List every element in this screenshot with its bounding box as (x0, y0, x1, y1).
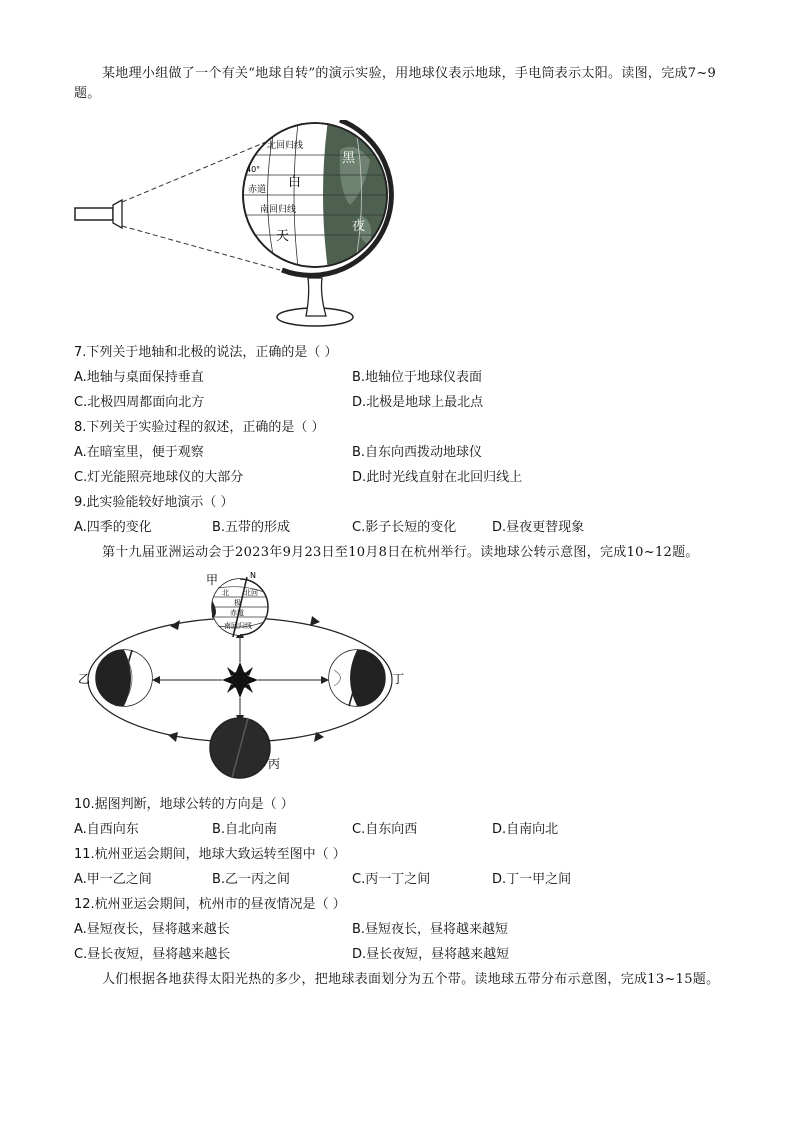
intro-paragraph-2: 第十九届亚洲运动会于2023年9月23日至10月8日在杭州举行。读地球公转示意图，完成10~12题。 (102, 545, 699, 560)
north-tropic-label: 北回归线 (267, 141, 304, 151)
question-12-stem: 12.杭州亚运会期间，杭州市的昼夜情况是（ ） (74, 897, 346, 912)
label-beihui: 北回 (244, 589, 258, 597)
q8-option-d[interactable]: D.此时光线直射在北回归线上 (352, 470, 523, 485)
q9-option-c[interactable]: C.影子长短的变化 (352, 520, 457, 535)
night-label-ye: 夜 (352, 219, 366, 234)
q12-option-c[interactable]: C.昼长夜短，昼将越来越长 (74, 947, 231, 962)
q8-option-c[interactable]: C.灯光能照亮地球仪的大部分 (74, 470, 244, 485)
q8-option-b[interactable]: B.自东向西拨动地球仪 (352, 445, 483, 460)
label-ji: 极 (234, 599, 241, 607)
label-bei: 北 (222, 589, 229, 597)
day-label-tian: 天 (276, 229, 290, 244)
q11-option-c[interactable]: C.丙一丁之间 (352, 872, 431, 887)
label-yi: 乙 (78, 672, 91, 686)
label-chidao: 赤道 (230, 609, 244, 617)
q10-option-a[interactable]: A.自西向东 (74, 822, 139, 837)
intro-paragraph-1: 某地理小组做了一个有关“地球自转”的演示实验，用地球仪表示地球，手电筒表示太阳。读图，完成7~9题。 (74, 66, 717, 101)
degree-label: 40° (246, 165, 261, 174)
q9-option-a[interactable]: A.四季的变化 (74, 520, 152, 535)
label-jia: 甲 (206, 573, 219, 587)
q12-option-b[interactable]: B.昼短夜长，昼将越来越短 (352, 922, 509, 937)
label-bing: 丙 (268, 757, 281, 771)
q9-option-b[interactable]: B.五带的形成 (212, 520, 291, 535)
q10-option-b[interactable]: B.自北向南 (212, 822, 278, 837)
q8-option-a[interactable]: A.在暗室里，便于观察 (74, 445, 204, 460)
question-9-stem: 9.此实验能较好地演示（ ） (74, 495, 234, 510)
night-label-black: 黑 (342, 151, 356, 166)
orbit-figure (72, 570, 412, 790)
question-8-stem: 8.下列关于实验过程的叙述，正确的是（ ） (74, 420, 325, 435)
intro-paragraph-3: 人们根据各地获得太阳光热的多少，把地球表面划分为五个带。读地球五带分布示意图，完成13~15题。 (102, 972, 720, 987)
south-tropic-label: 南回归线 (260, 205, 297, 215)
q7-option-a[interactable]: A.地轴与桌面保持垂直 (74, 370, 204, 385)
equator-label: 赤道 (248, 185, 267, 195)
q12-option-d[interactable]: D.昼长夜短，昼将越来越短 (352, 947, 510, 962)
q9-option-d[interactable]: D.昼夜更替现象 (492, 520, 585, 535)
earth-yi (96, 650, 152, 706)
q7-option-b[interactable]: B.地轴位于地球仪表面 (352, 370, 483, 385)
q11-option-a[interactable]: A.甲一乙之间 (74, 872, 152, 887)
q7-option-c[interactable]: C.北极四周都面向北方 (74, 395, 205, 410)
n-label-jia: N (250, 571, 256, 580)
question-11-stem: 11.杭州亚运会期间，地球大致运转至图中（ ） (74, 847, 346, 862)
earth-ding (329, 650, 385, 706)
q11-option-b[interactable]: B.乙一丙之间 (212, 872, 291, 887)
label-ding: 丁 (392, 672, 405, 686)
label-nanhui: 南回归线 (224, 622, 252, 630)
question-7-stem: 7.下列关于地轴和北极的说法，正确的是（ ） (74, 345, 338, 360)
earth-bing (210, 718, 270, 778)
globe-experiment-figure (70, 120, 400, 335)
day-label-white: 白 (288, 175, 302, 190)
q12-option-a[interactable]: A.昼短夜长，昼将越来越长 (74, 922, 230, 937)
q10-option-c[interactable]: C.自东向西 (352, 822, 418, 837)
q7-option-d[interactable]: D.北极是地球上最北点 (352, 395, 484, 410)
q11-option-d[interactable]: D.丁一甲之间 (492, 872, 572, 887)
question-10-stem: 10.据图判断，地球公转的方向是（ ） (74, 797, 294, 812)
flashlight-icon (75, 208, 113, 220)
q10-option-d[interactable]: D.自南向北 (492, 822, 559, 837)
sun-icon (222, 662, 258, 698)
